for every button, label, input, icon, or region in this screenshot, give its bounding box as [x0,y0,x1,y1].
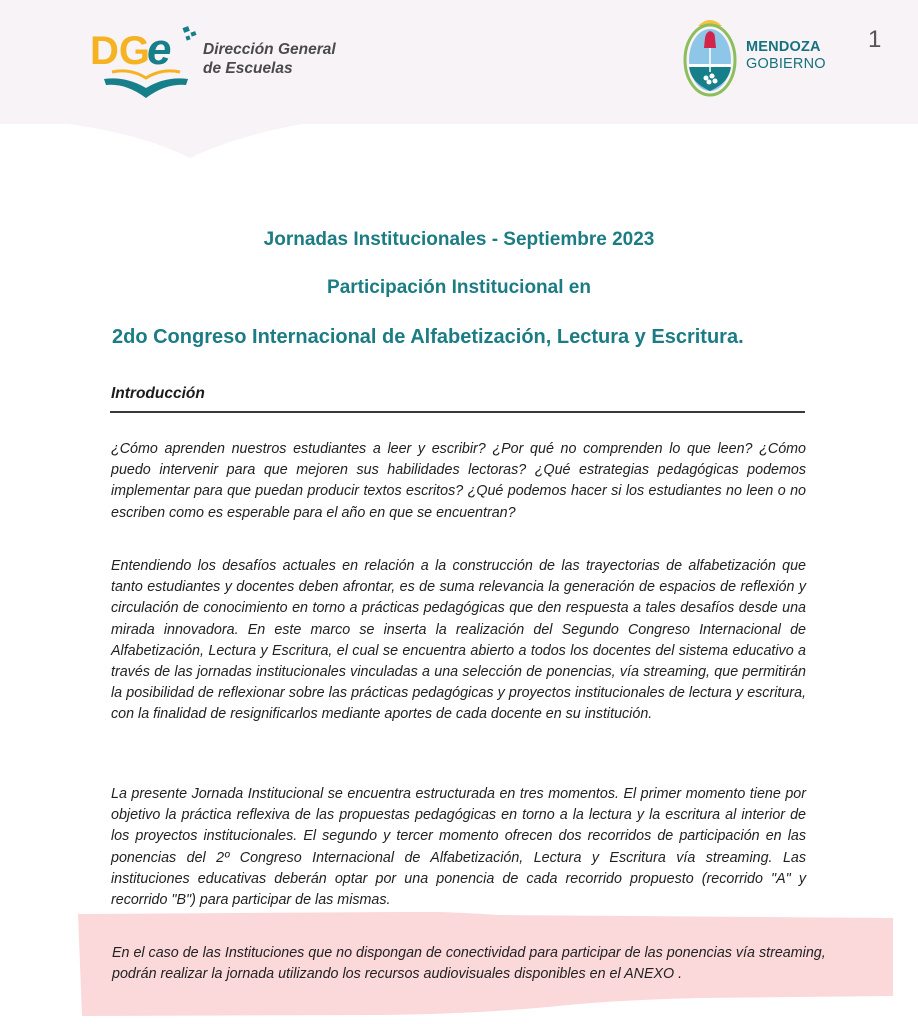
intro-paragraph-questions: ¿Cómo aprenden nuestros estudiantes a leer y escribir? ¿Por qué no comprenden lo que leen? ¿Cómo puedo intervenir para que mejoren sus habilidades lectoras? ¿Qué estrategias pedagógicas podemos implementar para que puedan producir textos escritos? ¿Qué podemos hacer si los estudiantes no leen o no escriben como es esperable para el año en que se encuentran? [111,441,806,521]
page-number: 1 [868,26,882,53]
gov-line2: GOBIERNO [746,56,826,72]
dge-name-line2: de Escuelas [203,60,293,77]
gov-line1: MENDOZA [746,39,821,55]
dge-name [203,40,336,78]
header-curve-decoration [0,118,918,158]
svg-text:e: e [147,25,172,74]
section-divider [110,411,805,413]
intro-paragraph-structure: La presente Jornada Institucional se encuentra estructurada en tres momentos. El primer momento tiene por objetivo la práctica reflexiva de las propuestas pedagógicas en torno a la lectura y la escritura al interior de los proyectos institucionales. El segundo y tercer momento ofrecen dos recorridos de participación en las ponencias del 2º Congreso Internacional de Alfabetización, Lectura y Escritura vía streaming. Las instituciones educativas deberán optar por una ponencia de cada recorrido propuesto (recorrido "A" y recorrido "B") para participar de las mismas. [111,786,806,909]
document-title: Jornadas Institucionales - Septiembre 2023 [263,229,655,250]
section-heading: Introducción [111,385,205,402]
document-subtitle: Participación Institucional en [327,277,591,298]
connectivity-note: En el caso de las Instituciones que no dispongan de conectividad para participar de las ponencias vía streaming, podrán realizar la jornada utilizando los recursos audiovisuales disponibles en el ANEXO . [112,945,826,983]
dge-book-logo-icon [90,22,200,100]
mendoza-government-label [746,39,826,73]
mendoza-coat-of-arms-icon [682,14,738,98]
intro-paragraph-context: Entendiendo los desafíos actuales en relación a la construcción de las trayectorias de alfabetización que tanto estudiantes y docentes deben afrontar, es de suma relevancia la generación de espacios de reflexión y circulación de conocimiento en torno a prácticas pedagógicas que den respuesta a tales desafíos desde una mirada innovadora. En este marco se inserta la realización del Segundo Congreso Internacional de Alfabetización, Lectura y Escritura, el cual se encuentra abierto a todos los docentes del sistema educativo a través de las jornadas institucionales vinculadas a una selección de ponencias, vía streaming, que permitirán la posibilidad de reflexionar sobre las prácticas pedagógicas y proyectos institucionales de lectura y escritura, con la finalidad de resignificarlos mediante aportes de cada docente en su institución. [111,558,806,723]
dge-name-line1: Dirección General [203,41,336,58]
congress-title: 2do Congreso Internacional de Alfabetización, Lectura y Escritura. [112,326,744,348]
svg-text:DG: DG [90,29,150,73]
